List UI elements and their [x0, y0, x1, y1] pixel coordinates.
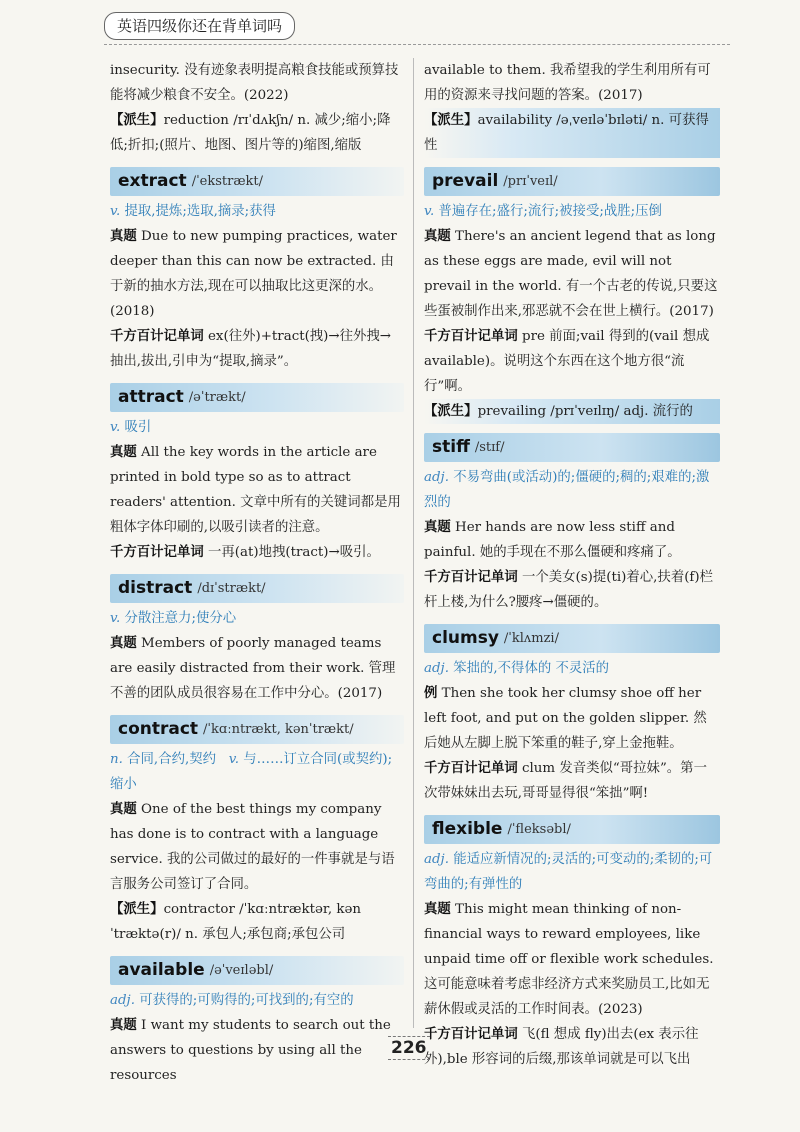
example-label: 真题 — [110, 1017, 137, 1033]
example — [424, 681, 720, 756]
part-of-speech: v. — [110, 204, 121, 219]
mnemonic-text: 一个美女(s)提(ti)着心,扶着(f)栏杆上楼,为什么?腰疼→僵硬的。 — [424, 570, 713, 610]
word-bar — [110, 956, 404, 985]
definition: 笨拙的,不得体的 不灵活的 — [453, 661, 610, 676]
word-bar — [110, 383, 404, 412]
mnemonic-text: 飞(fl 想成 fly)出去(ex 表示往外),ble 形容词的后缀,那该单词就是可以飞出 — [424, 1027, 699, 1067]
word-bar — [424, 433, 720, 462]
phonetic: /ˈkɑːntrækt, kənˈtrækt/ — [203, 722, 354, 737]
definition-line — [424, 656, 720, 681]
mnemonic — [110, 540, 404, 565]
mnemonic-text: ex(往外)+tract(拽)→往外拽→抽出,拔出,引申为“提取,摘录”。 — [110, 329, 392, 369]
example — [424, 224, 720, 324]
part-of-speech: adj. — [424, 470, 449, 485]
derived-text: availability /əˌveɪləˈbɪləti/ n. 可获得性 — [424, 113, 709, 153]
derived-label: 【派生】 — [110, 112, 164, 128]
word-bar — [424, 167, 720, 196]
phonetic: /ˈekstrækt/ — [191, 174, 264, 189]
derived-label: 【派生】 — [424, 112, 478, 128]
definition-line — [424, 847, 720, 897]
entry-prevail — [424, 167, 720, 424]
example-label: 例 — [424, 685, 438, 701]
mnemonic — [424, 324, 720, 399]
entry-contract — [110, 715, 404, 947]
mnemonic — [110, 324, 404, 374]
headword: available — [118, 960, 205, 980]
definition-line — [424, 199, 720, 224]
derived-label: 【派生】 — [424, 403, 478, 419]
phonetic: /ˈfleksəbl/ — [507, 822, 571, 837]
definition-line — [110, 199, 404, 224]
continued-text: insecurity. 没有迹象表明提高粮食技能或预算技能将减少粮食不安全。(2022) — [110, 63, 399, 103]
example — [110, 797, 404, 897]
mnemonic-label: 千方百计记单词 — [424, 328, 518, 344]
example-label: 真题 — [110, 444, 137, 460]
derived-label: 【派生】 — [110, 901, 164, 917]
mnemonic — [424, 756, 720, 806]
example — [110, 1013, 404, 1088]
mnemonic-label: 千方百计记单词 — [424, 760, 518, 776]
phonetic: /stɪf/ — [474, 440, 505, 455]
example-text: Her hands are now less stiff and painful. 她的手现在不那么僵硬和疼痛了。 — [424, 520, 681, 560]
definition: 普遍存在;盛行;流行;被接受;战胜;压倒 — [438, 204, 662, 219]
mnemonic — [424, 1022, 720, 1072]
phonetic: /prɪˈveɪl/ — [503, 174, 558, 189]
example-text: Members of poorly managed teams are easily distracted from their work. 管理不善的团队成员很容易在工作中分心。(2017) — [110, 636, 396, 701]
definition: 可获得的;可购得的;可找到的;有空的 — [139, 993, 354, 1008]
mnemonic-label: 千方百计记单词 — [424, 569, 518, 585]
phonetic: /dɪˈstrækt/ — [197, 581, 266, 596]
example-label: 真题 — [110, 635, 137, 651]
entry-distract — [110, 574, 404, 706]
example — [424, 897, 720, 1022]
example-label: 真题 — [424, 228, 451, 244]
part-of-speech: v. — [110, 420, 121, 435]
part-of-speech: v. — [110, 611, 121, 626]
derived-text: prevailing /prɪˈveɪlɪŋ/ adj. 流行的 — [477, 404, 693, 419]
example — [110, 224, 404, 324]
mnemonic — [424, 565, 720, 615]
phonetic: /əˈtrækt/ — [188, 390, 246, 405]
example-label: 真题 — [110, 228, 137, 244]
entry-available — [110, 956, 404, 1088]
example-text: There's an ancient legend that as long as these eggs are made, evil will not prevail in the world. 有一个古老的传说,只要这些蛋被制作出来,邪恶就不会在世上横行。(2017) — [424, 229, 718, 319]
part-of-speech: n. — [110, 752, 123, 767]
definition-line — [110, 988, 404, 1013]
example-label: 真题 — [424, 901, 451, 917]
left-column — [110, 58, 404, 1088]
mnemonic-label: 千方百计记单词 — [110, 544, 204, 560]
headword: flexible — [432, 819, 503, 839]
column-divider — [413, 58, 414, 1028]
example-text: Then she took her clumsy shoe off her left foot, and put on the golden slipper. 然后她从左脚上脱下笨重的鞋子,穿上金拖鞋。 — [424, 686, 707, 751]
definition-line — [110, 747, 404, 797]
example — [110, 440, 404, 540]
header-divider — [104, 44, 730, 45]
headword: distract — [118, 578, 193, 598]
headword: attract — [118, 387, 184, 407]
mnemonic-text: clum 发音类似“哥拉妹”。第一次带妹妹出去玩,哥哥显得很“笨拙”啊! — [424, 761, 707, 801]
derived-line — [424, 399, 720, 424]
example-text: I want my students to search out the answers to questions by using all the resources — [110, 1018, 391, 1083]
headword: clumsy — [432, 628, 499, 648]
mnemonic-text: pre 前面;vail 得到的(vail 想成 available)。说明这个东西在这个地方很“流行”啊。 — [424, 329, 710, 394]
definition: 提取,提炼;选取,摘录;获得 — [124, 204, 276, 219]
continued-text: available to them. 我希望我的学生利用所有可用的资源来寻找问题的答案。(2017) — [424, 63, 711, 103]
part-of-speech-2: v. — [228, 752, 240, 767]
mnemonic-label: 千方百计记单词 — [110, 328, 204, 344]
word-bar — [110, 574, 404, 603]
word-bar — [424, 624, 720, 653]
phonetic: /əˈveɪləbl/ — [209, 963, 274, 978]
right-column — [424, 58, 720, 1072]
definition: 不易弯曲(或活动)的;僵硬的;稠的;艰难的;激烈的 — [424, 470, 710, 510]
example-label: 真题 — [110, 801, 137, 817]
definition-2: 与……订立合同(或契约);缩小 — [110, 752, 393, 792]
entry-stiff — [424, 433, 720, 615]
part-of-speech: v. — [424, 204, 435, 219]
derived-line — [110, 108, 404, 158]
derived-text: reduction /rɪˈdʌkʃn/ n. 减少;缩小;降低;折扣;(照片、地图、图片等的)缩图,缩版 — [110, 113, 391, 153]
part-of-speech: adj. — [424, 852, 449, 867]
derived-line — [424, 108, 720, 158]
entry-attract — [110, 383, 404, 565]
page-number: 226 — [388, 1036, 430, 1060]
example — [424, 515, 720, 565]
entry-flexible — [424, 815, 720, 1072]
definition: 吸引 — [124, 420, 152, 435]
entry-clumsy — [424, 624, 720, 806]
phonetic: /ˈklʌmzi/ — [503, 631, 559, 646]
word-bar — [424, 815, 720, 844]
example-text: This might mean thinking of non-financial ways to reward employees, like unpaid time off or flexible work schedules. 这可能意味着考虑非经济方式来奖励员工,比如无薪休假或灵活的工作时间表。(2023) — [424, 902, 714, 1017]
definition-line — [110, 415, 404, 440]
part-of-speech: adj. — [110, 993, 135, 1008]
part-of-speech: adj. — [424, 661, 449, 676]
definition-line — [110, 606, 404, 631]
word-bar — [110, 715, 404, 744]
headword: prevail — [432, 171, 499, 191]
headword: contract — [118, 719, 199, 739]
mnemonic-text: 一再(at)地拽(tract)→吸引。 — [208, 545, 380, 560]
entry-extract — [110, 167, 404, 374]
example-text: All the key words in the article are printed in bold type so as to attract readers' attention. 文章中所有的关键词都是用粗体字体印刷的,以吸引读者的注意。 — [110, 445, 401, 535]
headword: extract — [118, 171, 187, 191]
derived-text: contractor /ˈkɑːntræktər, kənˈtræktə(r)/ n. 承包人;承包商;承包公司 — [110, 902, 362, 942]
definition: 能适应新情况的;灵活的;可变动的;柔韧的;可弯曲的;有弹性的 — [424, 852, 713, 892]
headword: stiff — [432, 437, 470, 457]
word-bar — [110, 167, 404, 196]
example-text: One of the best things my company has done is to contract with a language service. 我的公司做过的最好的一件事就是与语言服务公司签订了合同。 — [110, 802, 395, 892]
book-title-tag: 英语四级你还在背单词吗 — [104, 12, 295, 40]
definition: 合同,合约,契约 — [127, 752, 217, 767]
example-label: 真题 — [424, 519, 451, 535]
definition-line — [424, 465, 720, 515]
example — [110, 631, 404, 706]
definition: 分散注意力;使分心 — [124, 611, 237, 626]
derived-line — [110, 897, 404, 947]
example-text: Due to new pumping practices, water deeper than this can now be extracted. 由于新的抽水方法,现在可以抽取比这更深的水。(2018) — [110, 229, 397, 319]
mnemonic-label: 千方百计记单词 — [424, 1026, 518, 1042]
